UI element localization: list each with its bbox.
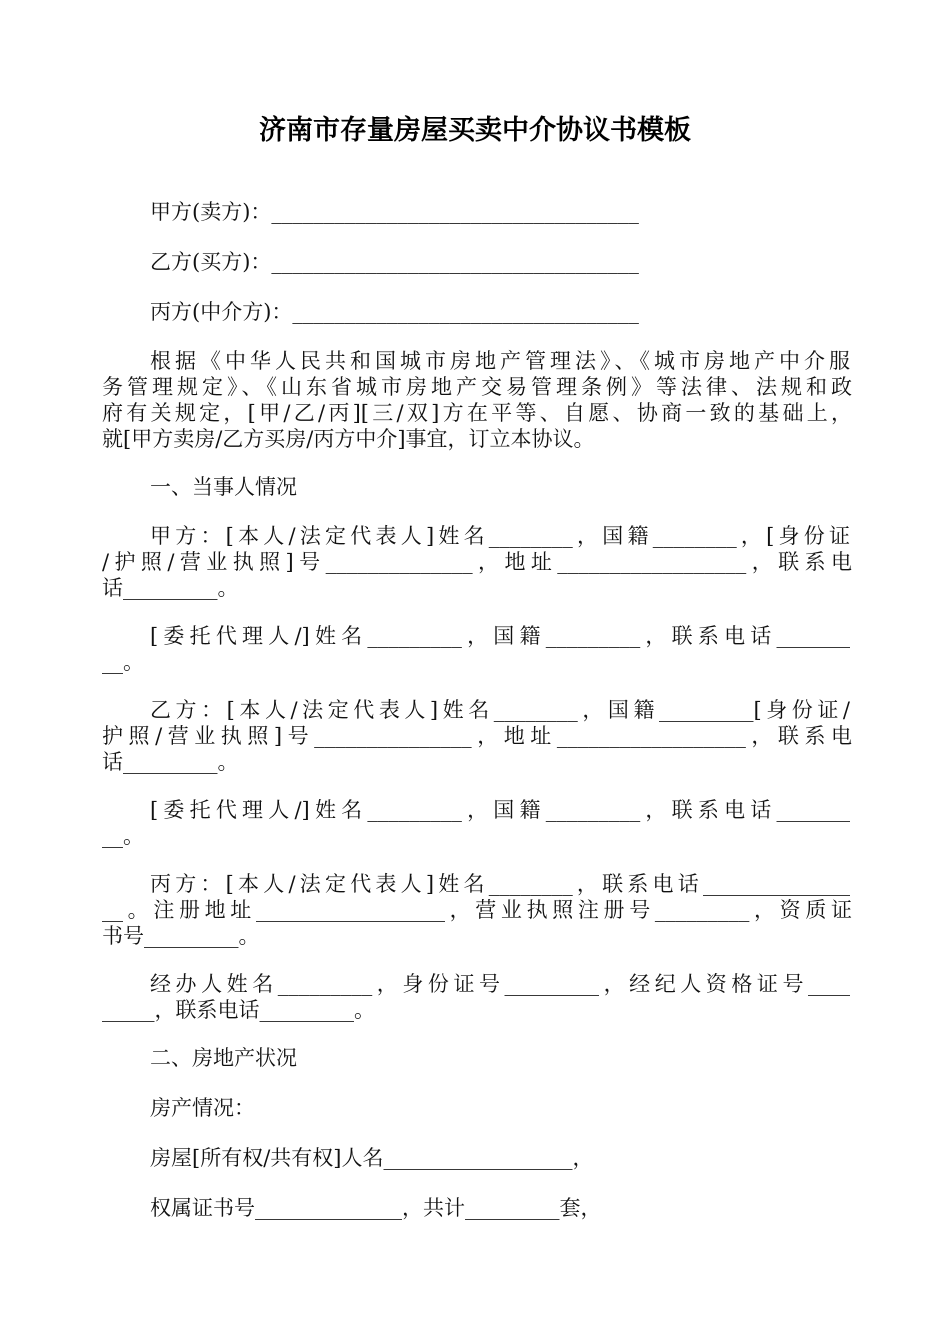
body-line: [委托代理人/]姓名_________，国籍_________，联系电话_______: [150, 624, 850, 648]
body-line: 房产情况：: [150, 1096, 255, 1120]
body-line: 话_________。: [102, 750, 239, 774]
body-line: 丙方(中介方)：_________________________________: [150, 300, 639, 324]
body-line: 话_________。: [102, 576, 239, 600]
body-line: 甲方：[本人/法定代表人]姓名________，国籍________，[身份证: [150, 524, 850, 548]
body-line: __。: [102, 650, 144, 674]
body-line: 丙方：[本人/法定代表人]姓名________，联系电话______________: [150, 872, 850, 896]
body-line: 一、当事人情况: [150, 475, 297, 499]
body-line: __。: [102, 824, 144, 848]
body-line: 府有关规定，[甲/乙/丙][三/双]方在平等、自愿、协商一致的基础上，: [102, 401, 852, 425]
body-line: 就[甲方卖房/乙方买房/丙方中介]事宜，订立本协议。: [102, 427, 595, 451]
body-line: 务管理规定》、《山东省城市房地产交易管理条例》等法律、法规和政: [102, 375, 852, 399]
body-line: 甲方(卖方)：___________________________________: [150, 200, 639, 224]
body-line: __。注册地址__________________，营业执照注册号_________，资质证: [102, 898, 852, 922]
body-line: _____，联系电话_________。: [102, 998, 375, 1022]
body-line: 根据《中华人民共和国城市房地产管理法》、《城市房地产中介服: [150, 349, 850, 373]
body-line: /护照/营业执照]号______________，地址__________________，联系电: [102, 550, 852, 574]
body-line: 经办人姓名_________，身份证号_________，经纪人资格证号____: [150, 972, 850, 996]
document-title: 济南市存量房屋买卖中介协议书模板: [259, 115, 691, 146]
body-line: 二、房地产状况: [150, 1046, 297, 1070]
body-line: 乙方(买方)：___________________________________: [150, 250, 639, 274]
body-line: 权属证书号______________，共计_________套，: [150, 1196, 602, 1220]
body-line: 乙方：[本人/法定代表人]姓名________，国籍_________[身份证/: [150, 698, 850, 722]
body-line: [委托代理人/]姓名_________，国籍_________，联系电话_______: [150, 798, 850, 822]
body-line: 书号_________。: [102, 924, 260, 948]
body-line: 房屋[所有权/共有权]人名__________________，: [150, 1146, 594, 1170]
body-line: 护照/营业执照]号_______________，地址__________________，联系电: [102, 724, 852, 748]
